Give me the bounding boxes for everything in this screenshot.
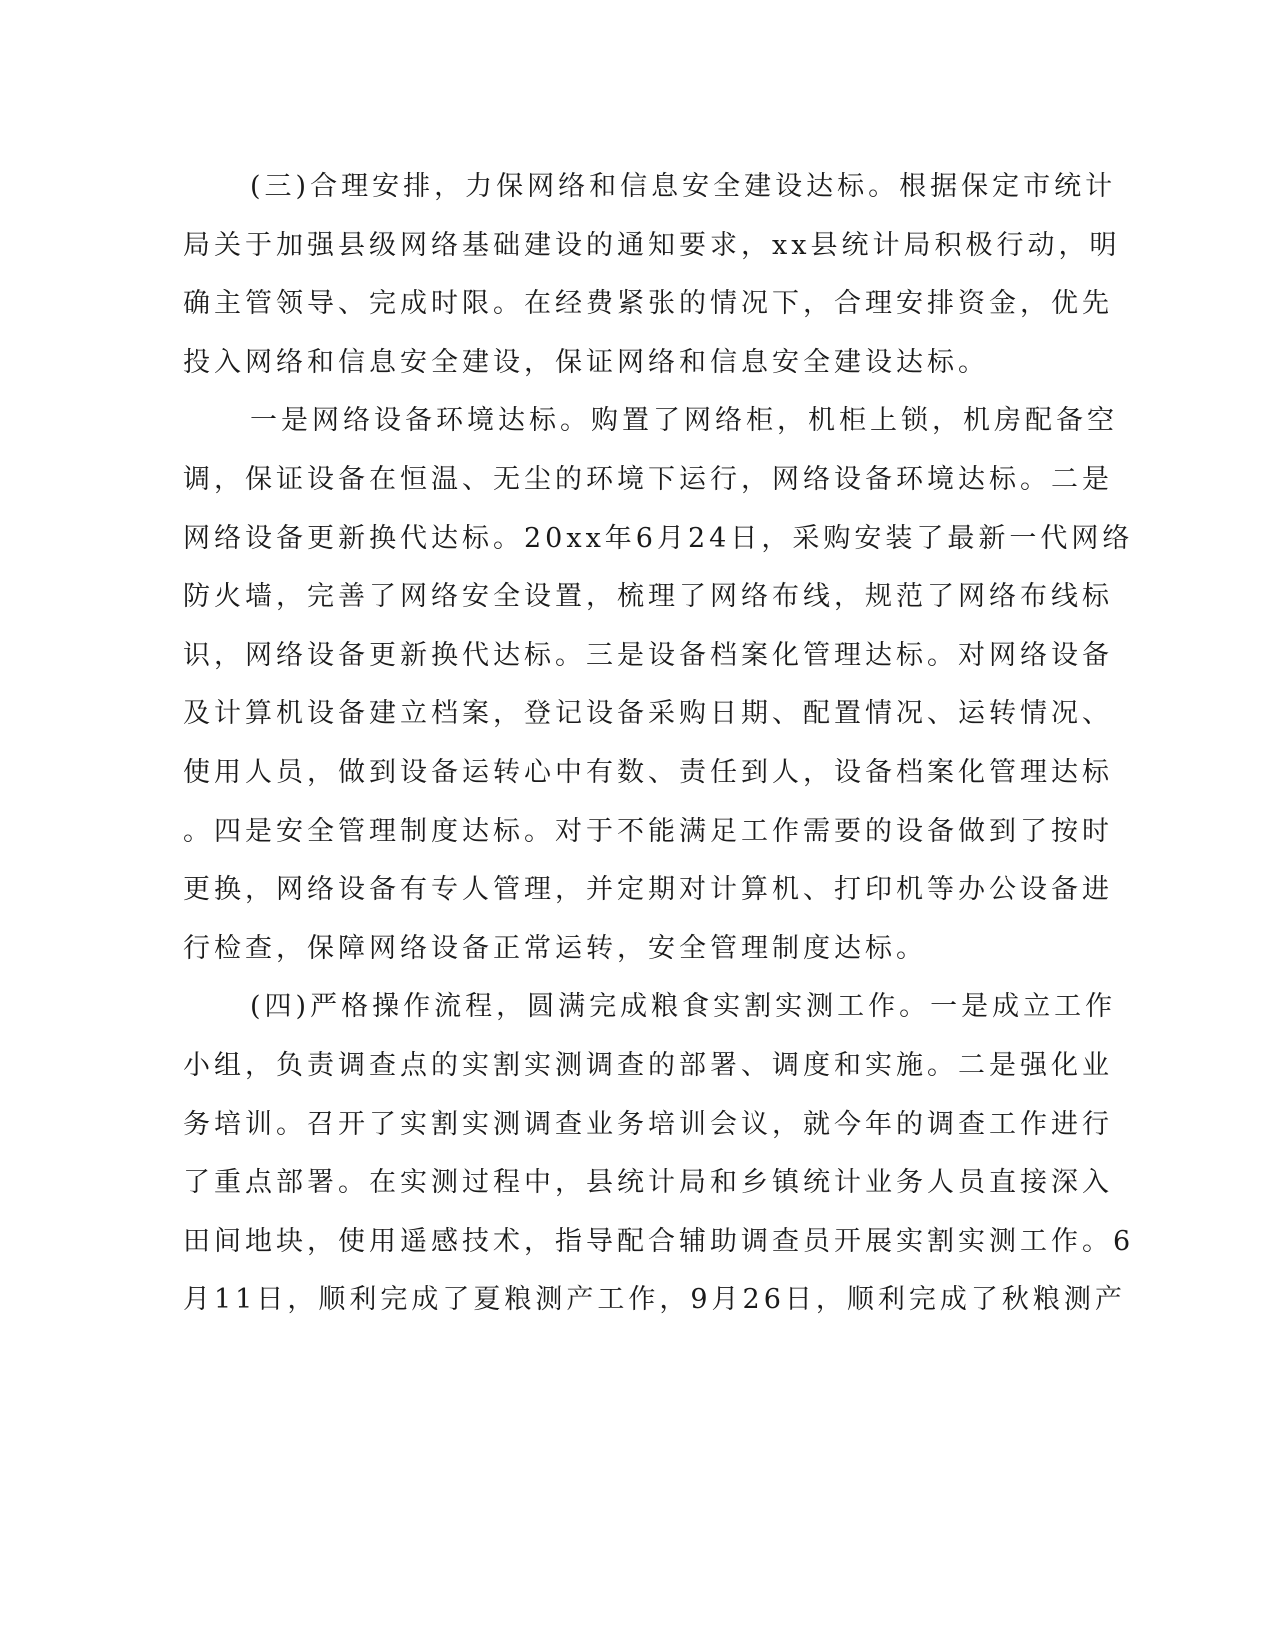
text-line: 月11日，顺利完成了夏粮测产工作，9月26日，顺利完成了秋粮测产 <box>183 1284 1126 1316</box>
paragraph-equipment-standards <box>183 392 1134 978</box>
text-line: 及计算机设备建立档案，登记设备采购日期、配置情况、运转情况、 <box>183 698 1113 730</box>
text-line: (四)严格操作流程，圆满完成粮食实割实测工作。一是成立工作 <box>250 991 1117 1023</box>
text-line: 投入网络和信息安全建设，保证网络和信息安全建设达标。 <box>183 346 989 378</box>
text-line: (三)合理安排，力保网络和信息安全建设达标。根据保定市统计 <box>250 171 1117 202</box>
text-line: 确主管领导、完成时限。在经费紧张的情况下，合理安排资金，优先 <box>183 288 1113 320</box>
text-line: 局关于加强县级网络基础建设的通知要求，xx县统计局积极行动，明 <box>183 229 1121 261</box>
paragraph-network-security <box>183 158 1121 392</box>
document-body <box>183 158 1135 1330</box>
text-line: 使用人员，做到设备运转心中有数、责任到人，设备档案化管理达标 <box>183 756 1113 788</box>
text-line: 小组，负责调查点的实割实测调查的部署、调度和实施。二是强化业 <box>183 1049 1113 1081</box>
text-line: 了重点部署。在实测过程中，县统计局和乡镇统计业务人员直接深入 <box>183 1167 1113 1199</box>
text-line: 务培训。召开了实割实测调查业务培训会议，就今年的调查工作进行 <box>183 1108 1113 1140</box>
text-line: 网络设备更新换代达标。20xx年6月24日，采购安装了最新一代网络 <box>183 522 1134 554</box>
text-line: 。四是安全管理制度达标。对于不能满足工作需要的设备做到了按时 <box>183 815 1113 847</box>
text-line: 田间地块，使用遥感技术，指导配合辅助调查员开展实割实测工作。6 <box>183 1225 1135 1257</box>
text-line: 识，网络设备更新换代达标。三是设备档案化管理达标。对网络设备 <box>183 639 1113 671</box>
text-line: 行检查，保障网络设备正常运转，安全管理制度达标。 <box>183 932 927 964</box>
text-line: 一是网络设备环境达标。购置了网络柜，机柜上锁，机房配备空 <box>250 405 1118 437</box>
paragraph-grain-survey <box>183 978 1135 1330</box>
text-line: 防火墙，完善了网络安全设置，梳理了网络布线，规范了网络布线标 <box>183 581 1113 613</box>
text-line: 调，保证设备在恒温、无尘的环境下运行，网络设备环境达标。二是 <box>183 463 1113 495</box>
text-line: 更换，网络设备有专人管理，并定期对计算机、打印机等办公设备进 <box>183 874 1113 906</box>
